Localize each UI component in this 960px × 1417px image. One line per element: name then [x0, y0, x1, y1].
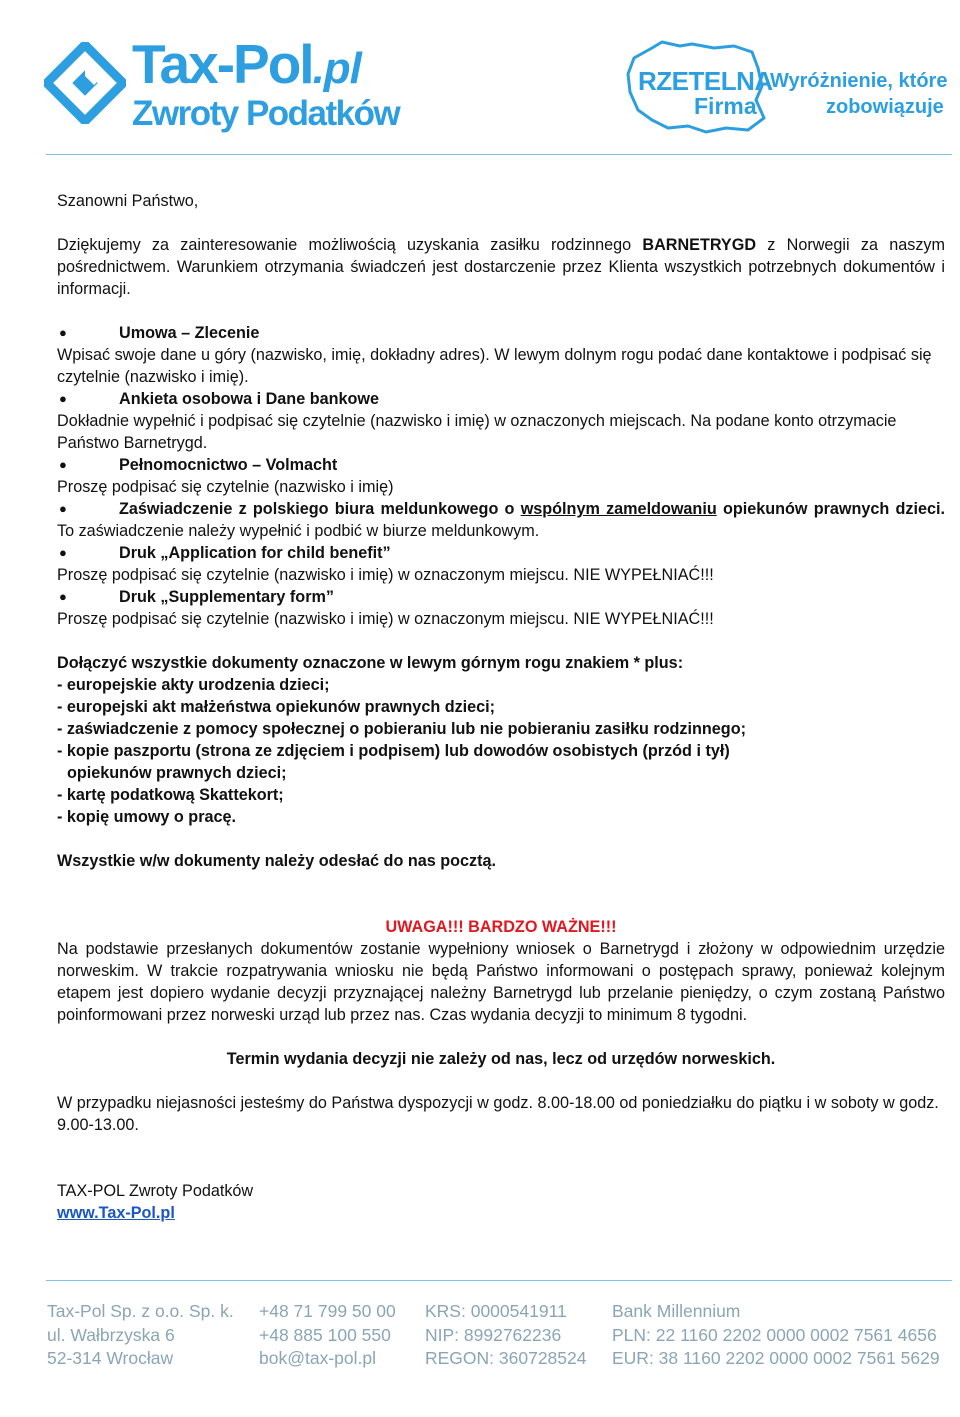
footer-nip: NIP: 8992762236 [425, 1324, 562, 1345]
footer-krs: KRS: 0000541911 [425, 1301, 567, 1321]
website-link[interactable]: www.Tax-Pol.pl [57, 1204, 175, 1222]
footer-city: 52-314 Wrocław [47, 1348, 174, 1368]
bullet-icon: ● [59, 457, 67, 472]
contact-hours-note: W przypadku niejasności jesteśmy do Państwa dyspozycji w godz. 8.00-18.00 od poniedziałku do piątku i w soboty w godz. 9.00-13.00. [57, 1094, 939, 1134]
list-item-title: Ankieta osobowa i Dane bankowe [119, 390, 379, 408]
attachments-heading: Dołączyć wszystkie dokumenty oznaczone w lewym górnym rogu znakiem * plus: [57, 654, 684, 672]
list-item-title: Druk „Application for child benefit” [119, 544, 391, 562]
badge-tagline2: zobowiązuje [826, 96, 944, 118]
list-item [57, 498, 945, 542]
greeting: Szanowni Państwo, [57, 192, 199, 210]
bullet-icon: ● [59, 589, 67, 604]
decision-term-note: Termin wydania decyzji nie zależy od nas, lecz od urzędów norweskich. [226, 1050, 776, 1068]
badge-line1: RZETELNA [638, 66, 773, 96]
badge-tagline1: Wyróżnienie, które [770, 70, 948, 92]
bullet-icon: ● [59, 391, 67, 406]
bullet-icon: ● [59, 501, 67, 516]
list-item [57, 586, 945, 608]
list-item-text: Proszę podpisać się czytelnie (nazwisko i imię) w oznaczonym miejscu. NIE WYPEŁNIAĆ!!! [57, 610, 714, 628]
list-item-title: Pełnomocnictwo – Volmacht [119, 456, 338, 474]
list-item-text: Dokładnie wypełnić i podpisać się czytelnie (nazwisko i imię) w oznaczonych miejscach. Na podane konto otrzymacie Państwo Barnetrygd. [57, 412, 897, 452]
header-divider [46, 154, 952, 155]
list-item-text: To zaświadczenie należy wypełnić i podbić w biurze meldunkowym. [57, 522, 540, 540]
attachment-item: opiekunów prawnych dzieci; [67, 764, 287, 782]
attachment-item: - zaświadczenie z pomocy społecznej o pobieraniu lub nie pobieraniu zasiłku rodzinnego; [57, 720, 746, 738]
list-item-text: Wpisać swoje dane u góry (nazwisko, imię, dokładny adres). W lewym dolnym rogu podać dane kontaktowe i podpisać się czytelnie (nazwisko i imię). [57, 346, 932, 386]
taxpol-logo-mark-icon [44, 42, 126, 124]
list-item [57, 388, 945, 410]
footer-eur-account: EUR: 38 1160 2202 0000 0002 7561 5629 [612, 1348, 940, 1368]
footer [47, 1300, 957, 1380]
attachment-item: - europejskie akty urodzenia dzieci; [57, 676, 330, 694]
footer-bank-name: Bank Millennium [612, 1301, 741, 1321]
logo-subtitle: Zwroty Podatków [132, 94, 400, 133]
list-item [57, 454, 945, 476]
footer-contact [259, 1300, 396, 1371]
attachment-item: - kopię umowy o pracę. [57, 808, 237, 826]
footer-phone: +48 71 799 50 00 [259, 1301, 396, 1321]
attachment-item: - kartę podatkową Skattekort; [57, 786, 284, 804]
list-item [57, 542, 945, 564]
logo-title: Tax-Pol.pl [132, 33, 361, 95]
list-item-title: Umowa – Zlecenie [119, 324, 260, 342]
footer-company-name: Tax-Pol Sp. z o.o. Sp. k. [47, 1301, 234, 1321]
footer-company [47, 1300, 234, 1371]
footer-mobile: +48 885 100 550 [259, 1324, 391, 1345]
footer-bank [612, 1300, 940, 1371]
warning-text: Na podstawie przesłanych dokumentów zostanie wypełniony wniosek o Barnetrygd i złożony w odpowiednim urzędzie norweskim. W trakcie rozpatrywania wniosku nie będą Państwo informowani o postępach sprawy, ponieważ kolejnym etapem jest dopiero wydanie decyzji przyznającej należny Barnetrygd lub przelanie pieniędzy, o czym zostaną Państwo poinformowani przez norweski urząd lub przez nas. Czas wydania decyzji to minimum 8 tygodni. [57, 940, 945, 1024]
badge-line2: Firma [694, 93, 757, 119]
footer-pln-account: PLN: 22 1160 2202 0000 0002 7561 4656 [612, 1324, 937, 1345]
list-item-text: Proszę podpisać się czytelnie (nazwisko i imię) [57, 478, 394, 496]
bullet-icon: ● [59, 545, 67, 560]
taxpol-logo [44, 33, 400, 142]
list-item-title: Druk „Supplementary form” [119, 588, 334, 606]
list-item-text: Proszę podpisać się czytelnie (nazwisko i imię) w oznaczonym miejscu. NIE WYPEŁNIAĆ!!! [57, 566, 714, 584]
letter-body [57, 190, 945, 1224]
list-item-title: Zaświadczenie z polskiego biura meldunkowego o wspólnym zameldowaniu opiekunów prawnych dzieci. [119, 500, 945, 518]
warning-title: UWAGA!!! BARDZO WAŻNE!!! [385, 918, 617, 936]
attachment-item: - kopie paszportu (strona ze zdjęciem i podpisem) lub dowodów osobistych (przód i tył) [57, 742, 730, 760]
bullet-icon: ● [59, 325, 67, 340]
footer-divider [46, 1280, 952, 1281]
footer-regon: REGON: 360728524 [425, 1348, 587, 1368]
signature: TAX-POL Zwroty Podatków [57, 1182, 254, 1200]
list-item [57, 322, 945, 344]
rzetelna-firma-badge [622, 38, 958, 138]
footer-email[interactable]: bok@tax-pol.pl [259, 1348, 376, 1368]
footer-street: ul. Wałbrzyska 6 [47, 1324, 175, 1345]
footer-registry [425, 1300, 587, 1371]
send-all-note: Wszystkie w/w dokumenty należy odesłać do nas pocztą. [57, 852, 496, 870]
attachment-item: - europejski akt małżeństwa opiekunów prawnych dzieci; [57, 698, 496, 716]
intro-paragraph: Dziękujemy za zainteresowanie możliwością uzyskania zasiłku rodzinnego BARNETRYGD z Norwegii za naszym pośrednictwem. Warunkiem otrzymania świadczeń jest dostarczenie przez Klienta wszystkich potrzebnych dokumentów i informacji. [57, 236, 945, 298]
